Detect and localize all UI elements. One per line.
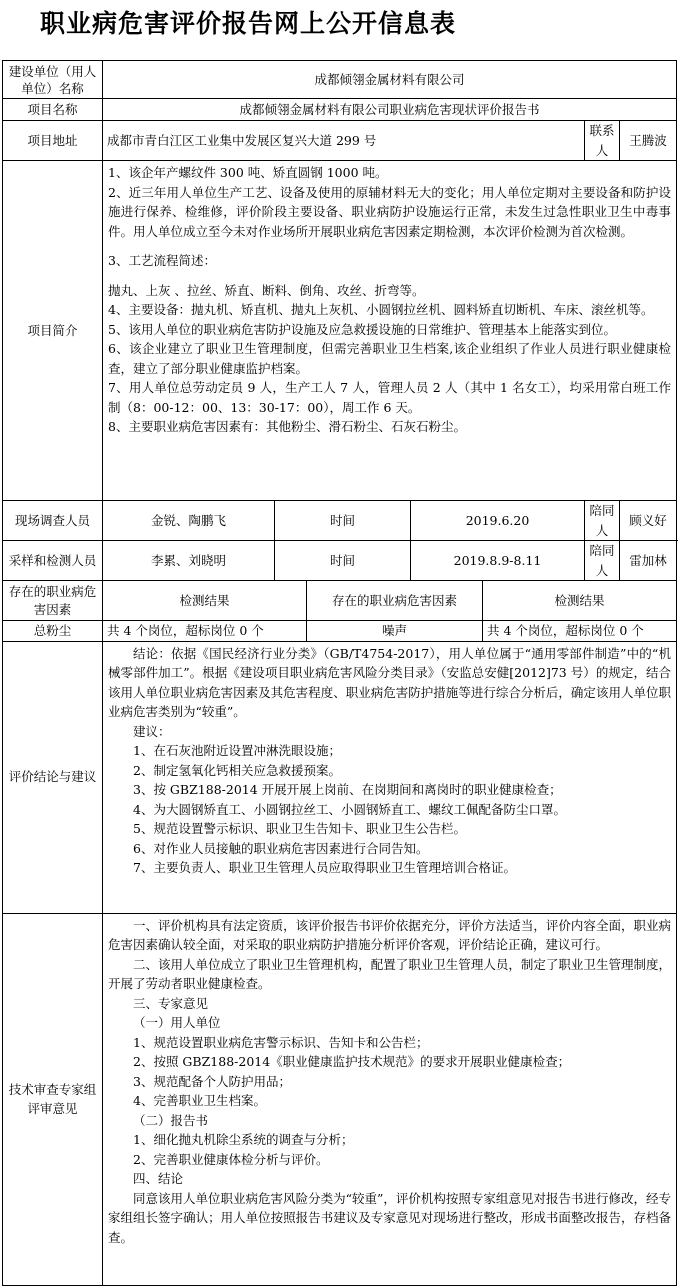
conclusion-body [103, 641, 677, 913]
hazard-header-factor: 存在的职业病危害因素 [3, 581, 103, 621]
intro-paragraph: 抛丸、上灰 、拉丝、矫直、断料、倒角、攻丝、折弯等。 [108, 282, 425, 298]
hazard-header-factor2: 存在的职业病危害因素 [307, 581, 483, 621]
sampling-label: 采样和检测人员 [3, 541, 103, 581]
survey-persons: 金锐、陶鹏飞 [103, 501, 275, 541]
intro-paragraph: 6、该企业建立了职业卫生管理制度，但需完善职业卫生档案,该企业组织了作业人员进行职业健康检查，建立了部分职业健康监护档案。 [108, 341, 672, 376]
review-item: 4、完善职业卫生档案。 [133, 1093, 266, 1108]
intro-paragraph: 4、主要设备：抛丸机、矫直机、抛丸上灰机、小圆钢拉丝机、圆料矫直切断机、车床、滚丝机等。 [108, 302, 654, 317]
survey-time-label: 时间 [275, 501, 411, 541]
contact-label: 联系人 [585, 121, 620, 161]
review-heading: 三、专家意见 [133, 995, 209, 1011]
hazard-header-result: 检测结果 [103, 581, 307, 621]
contact-value: 王腾波 [620, 121, 677, 161]
sampling-persons: 李累、刘晓明 [103, 541, 275, 581]
row-project-name [3, 99, 677, 121]
page-title: 职业病危害评价报告网上公开信息表 [40, 9, 457, 38]
review-label: 技术审查专家组评审意见 [3, 913, 103, 1285]
intro-paragraph: 7、用人单位总劳动定员 9 人，生产工人 7 人，管理人员 2 人（其中 1 名女工），均采用常白班工作制（8：00-12：00、13：30-17：00），周工作 6 天。 [108, 380, 672, 415]
review-subheading: （一）用人单位 [133, 1015, 221, 1030]
project-address-value: 成都市青白江区工业集中发展区复兴大道 299 号 [103, 121, 585, 161]
intro-paragraph: 8、主要职业病危害因素有：其他粉尘、滑石粉尘、石灰石粉尘。 [108, 419, 466, 434]
row-project-address [3, 121, 677, 161]
hazard-factor-1: 总粉尘 [3, 621, 103, 642]
project-address-label: 项目地址 [3, 121, 103, 161]
review-item: 1、规范设置职业病危害警示标识、告知卡和公告栏； [133, 1034, 429, 1050]
review-item: 2、按照 GBZ188-2014《职业健康监护技术规范》的要求开展职业健康检查； [133, 1054, 571, 1069]
conclusion-text: 结论：依据《国民经济行业分类》（GB/T4754-2017），用人单位属于“通用零部件制造”中的“机械零部件加工”。根据《建设项目职业病危害风险分类目录》（安监总安健[2012]73 号）的规定，结合该用人单位职业病危害因素及其危害程度、职业病危害防护措施等进行综合分析后，确定该用人单位职业病危害类别为“较重”。 [108, 645, 672, 719]
intro-paragraph: 2、近三年用人单位生产工艺、设备及使用的原辅材料无大的变化；用人单位定期对主要设备和防护设施进行保养、检维修，评价阶段主要设备、职业病防护设施运行正常，未发生过急性职业卫生中毒事件。用人单位成立至今未对作业场所开展职业病危害因素定期检测，本次评价检测为首次检测。 [108, 184, 672, 239]
review-body [103, 913, 677, 1285]
unit-value: 成都倾翎金属材料有限公司 [103, 61, 677, 99]
hazard-header-result2: 检测结果 [483, 581, 677, 621]
survey-accomp: 顾义好 [620, 501, 677, 541]
intro-body [103, 161, 677, 501]
row-survey [3, 501, 677, 541]
row-hazard-header [3, 581, 677, 621]
info-table [2, 60, 677, 1286]
review-item: 1、细化抛丸机除尘系统的调查与分析； [133, 1132, 354, 1147]
intro-paragraph: 3、工艺流程简述： [108, 253, 216, 268]
hazard-factor-2: 噪声 [307, 621, 483, 642]
sampling-accomp-label: 陪同人 [585, 541, 620, 581]
advice-item: 4、为大圆钢矫直工、小圆钢拉丝工、小圆钢矫直工、螺纹工佩配备防尘口罩。 [133, 801, 566, 817]
intro-label: 项目简介 [3, 161, 103, 501]
hazard-result-1: 共 4 个岗位，超标岗位 0 个 [103, 621, 307, 642]
project-name-value: 成都倾翎金属材料有限公司职业病危害现状评价报告书 [103, 99, 677, 121]
conclusion-label: 评价结论与建议 [3, 641, 103, 913]
review-p2: 二、该用人单位成立了职业卫生管理机构，配置了职业卫生管理人员，制定了职业卫生管理制度，开展了劳动者职业健康检查。 [108, 956, 672, 991]
survey-label: 现场调查人员 [3, 501, 103, 541]
advice-item: 1、在石灰池附近设置冲淋洗眼设施； [133, 743, 341, 758]
advice-title: 建议： [133, 723, 171, 739]
intro-paragraph: 5、该用人单位的职业病危害防护设施及应急救援设施的日常维护、管理基本上能落实到位。 [108, 321, 616, 337]
review-p1: 一、评价机构具有法定资质，该评价报告书评价依据充分，评价方法适当，评价内容全面，职业病危害因素确认较全面，对采取的职业病防护措施分析评价客观，评价结论正确，建议可行。 [108, 917, 672, 952]
row-review [3, 913, 677, 1285]
row-intro [3, 161, 677, 501]
survey-accomp-label: 陪同人 [585, 501, 620, 541]
row-hazard-values [3, 621, 677, 642]
advice-item: 5、规范设置警示标识、职业卫生告知卡、职业卫生公告栏。 [133, 821, 466, 836]
advice-item: 2、制定氢氧化钙相关应急救援预案。 [133, 762, 341, 778]
row-unit [3, 61, 677, 99]
sampling-time: 2019.8.9-8.11 [411, 541, 585, 581]
advice-item: 7、主要负责人、职业卫生管理人员应取得职业卫生管理培训合格证。 [133, 860, 516, 875]
advice-item: 6、对作业人员接触的职业病危害因素进行合同告知。 [133, 840, 429, 856]
review-item: 2、完善职业健康体检分析与评价。 [133, 1151, 329, 1167]
intro-paragraph: 1、该企年产螺纹件 300 吨、矫直圆钢 1000 吨。 [108, 165, 388, 180]
review-item: 3、规范配备个人防护用品； [133, 1073, 291, 1089]
review-heading: 四、结论 [133, 1171, 184, 1186]
hazard-result-2: 共 4 个岗位，超标岗位 0 个 [483, 621, 677, 642]
unit-label: 建设单位（用人单位）名称 [3, 61, 103, 99]
review-subheading: （二）报告书 [133, 1112, 209, 1128]
row-sampling [3, 541, 677, 581]
survey-time: 2019.6.20 [411, 501, 585, 541]
project-name-label: 项目名称 [3, 99, 103, 121]
sampling-time-label: 时间 [275, 541, 411, 581]
row-conclusion [3, 641, 677, 913]
sampling-accomp: 雷加林 [620, 541, 677, 581]
advice-item: 3、按 GBZ188-2014 开展开展上岗前、在岗期间和离岗时的职业健康检查； [133, 782, 562, 797]
review-p4: 同意该用人单位职业病危害风险分类为“较重”，评价机构按照专家组意见对报告书进行修改，经专家组组长签字确认；用人单位按照报告书建议及专家意见对现场进行整改，形成书面整改报告，存档备查。 [108, 1190, 672, 1245]
